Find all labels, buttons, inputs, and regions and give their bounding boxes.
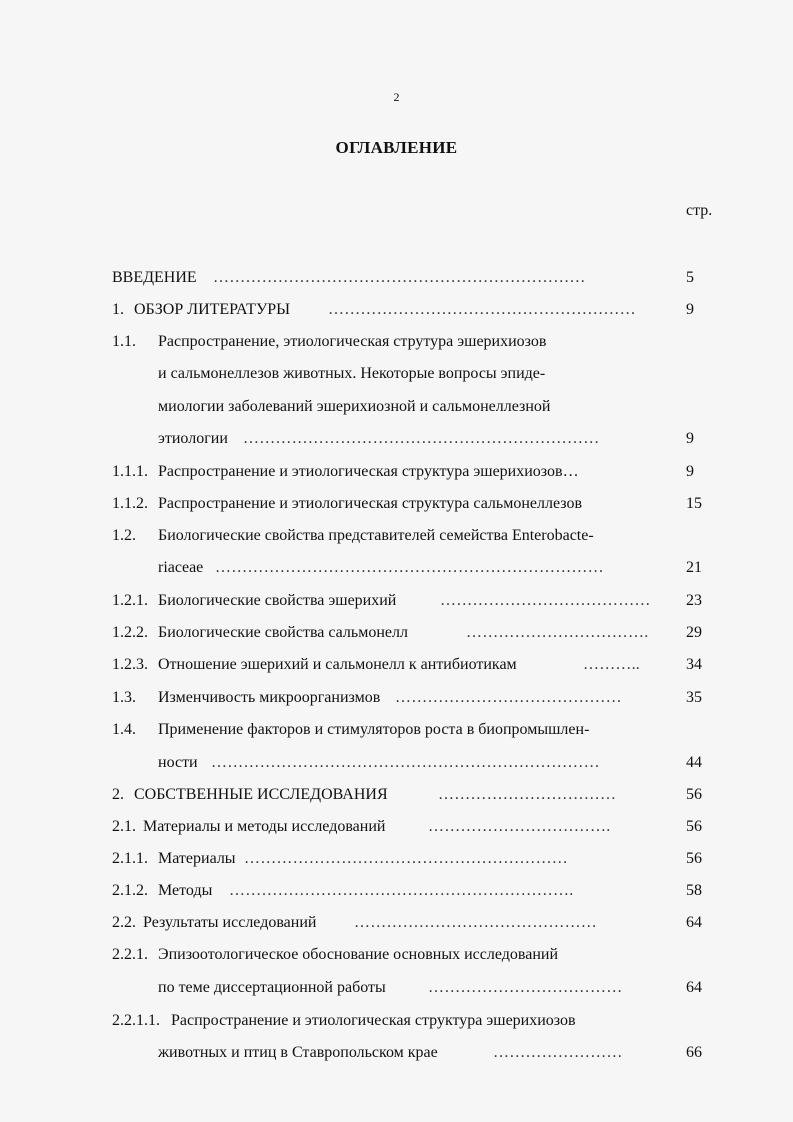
toc-entry <box>0 330 793 354</box>
toc-leader: …………………………… <box>438 786 617 803</box>
toc-text: Биологические свойства сальмонелл <box>158 624 408 641</box>
toc-text: Материалы <box>158 850 236 867</box>
toc-leader: …………………………………………………………… <box>213 269 586 286</box>
toc-leader: …………………………………… <box>395 689 622 706</box>
toc-page: 58 <box>686 882 702 899</box>
toc-text: Эпизоотологическое обоснование основных исследований <box>158 946 559 963</box>
toc-leader: ………………………………………………… <box>328 301 636 318</box>
toc-text: животных и птиц в Ставропольском крае <box>158 1044 438 1061</box>
toc-text: Распространение, этиологическая струтура эшерихиозов <box>158 333 547 350</box>
toc-text: riaceae <box>158 559 204 576</box>
toc-entry <box>0 847 793 871</box>
toc-text: по теме диссертационной работы <box>158 979 386 996</box>
toc-entry <box>0 879 793 903</box>
toc-leader: ………………………………………………………. <box>229 882 574 899</box>
toc-page: 15 <box>686 495 702 512</box>
toc-page: 5 <box>686 269 694 286</box>
toc-number: 1. <box>112 301 124 318</box>
toc-number: 1.1.2. <box>112 495 148 512</box>
toc-leader: ……………………………. <box>466 624 649 641</box>
toc-number: 2.1.1. <box>112 850 148 867</box>
toc-leader: ………………………………………………………… <box>243 430 600 447</box>
toc-page: 64 <box>686 979 702 996</box>
toc-page: 56 <box>686 786 702 803</box>
toc-entry <box>0 751 793 775</box>
toc-page: 66 <box>686 1044 702 1061</box>
toc-page: 9 <box>686 301 694 318</box>
toc-number: 1.2.2. <box>112 624 148 641</box>
toc-text: миологии заболеваний эшерихиозной и сальмонеллезной <box>158 398 551 415</box>
toc-entry <box>0 1041 793 1065</box>
toc-page: 56 <box>686 818 702 835</box>
toc-entry <box>0 621 793 645</box>
toc-entry <box>0 1009 793 1033</box>
toc-number: 2. <box>112 786 124 803</box>
toc-number: 1.2. <box>112 527 136 544</box>
toc-text: Методы <box>158 882 213 899</box>
toc-leader: …………………………………………………… <box>244 850 568 867</box>
toc-text: СОБСТВЕННЫЕ ИССЛЕДОВАНИЯ <box>134 786 388 803</box>
toc-number: 2.2.1.1. <box>112 1012 160 1029</box>
toc-leader: ……………………………………………………………… <box>215 559 604 576</box>
page-title: ОГЛАВЛЕНИЕ <box>335 138 458 157</box>
toc-entry <box>0 266 793 290</box>
toc-leader: ……………………………… <box>428 979 623 996</box>
toc-number: 2.1.2. <box>112 882 148 899</box>
toc-entry <box>0 427 793 451</box>
toc-leader: ……………………………………………………………… <box>211 754 600 771</box>
toc-entry <box>0 492 793 516</box>
toc-entry <box>0 395 793 419</box>
toc-leader: ……………………………………… <box>354 914 597 931</box>
toc-page: 64 <box>686 914 702 931</box>
toc-text: Результаты исследований <box>143 914 317 931</box>
toc-number: 2.2.1. <box>112 946 148 963</box>
toc-text: Применение факторов и стимуляторов роста в биопромышлен- <box>158 721 590 738</box>
toc-text: Распространение и этиологическая структура сальмонеллезов <box>158 495 583 512</box>
toc-entry <box>0 911 793 935</box>
toc-text: Биологические свойства представителей семейства Enterobacte- <box>158 527 594 544</box>
toc-entry <box>0 653 793 677</box>
page-column-label: стр. <box>686 202 713 219</box>
toc-page: 44 <box>686 754 702 771</box>
toc-text: Распространение и этиологическая структура эшерихиозов… <box>158 463 579 480</box>
toc-entry <box>0 718 793 742</box>
toc-page: 35 <box>686 689 702 706</box>
toc-text: Распространение и этиологическая структура эшерихиозов <box>171 1012 576 1029</box>
toc-entry <box>0 976 793 1000</box>
toc-entry <box>0 815 793 839</box>
toc-page: 9 <box>686 430 694 447</box>
toc-entry <box>0 686 793 710</box>
toc-page: 9 <box>686 463 694 480</box>
toc-page: 23 <box>686 592 702 609</box>
page-number: 2 <box>393 90 400 104</box>
toc-number: 1.4. <box>112 721 136 738</box>
toc-entry <box>0 362 793 386</box>
toc-leader: ……….. <box>583 656 640 673</box>
toc-text: Изменчивость микроорганизмов <box>158 689 381 706</box>
toc-text: ности <box>158 754 198 771</box>
toc-entry <box>0 460 793 484</box>
toc-entry <box>0 524 793 548</box>
toc-number: 2.1. <box>112 818 136 835</box>
toc-number: 1.2.1. <box>112 592 148 609</box>
toc-leader: ………………………………… <box>440 592 651 609</box>
toc-text: Материалы и методы исследований <box>143 818 386 835</box>
toc-number: ВВЕДЕНИЕ <box>112 269 197 286</box>
toc-entry <box>0 783 793 807</box>
toc-number: 1.3. <box>112 689 136 706</box>
toc-page: 21 <box>686 559 702 576</box>
toc-number: 2.2. <box>112 914 136 931</box>
toc-entry <box>0 298 793 322</box>
toc-entry <box>0 589 793 613</box>
toc-number: 1.1. <box>112 333 136 350</box>
toc-page: 29 <box>686 624 702 641</box>
toc-leader: ……………………………. <box>428 818 611 835</box>
toc-text: и сальмонеллезов животных. Некоторые вопросы эпиде- <box>158 365 546 382</box>
toc-entry <box>0 943 793 967</box>
toc-text: этиологии <box>158 430 228 447</box>
toc-leader: …………………… <box>493 1044 623 1061</box>
toc-text: Отношение эшерихий и сальмонелл к антибиотикам <box>158 656 517 673</box>
toc-page: 34 <box>686 656 702 673</box>
toc-number: 1.1.1. <box>112 463 148 480</box>
toc-text: Биологические свойства эшерихий <box>158 592 397 609</box>
toc-text: ОБЗОР ЛИТЕРАТУРЫ <box>134 301 291 318</box>
toc-number: 1.2.3. <box>112 656 148 673</box>
toc-page: 56 <box>686 850 702 867</box>
toc-entry <box>0 556 793 580</box>
